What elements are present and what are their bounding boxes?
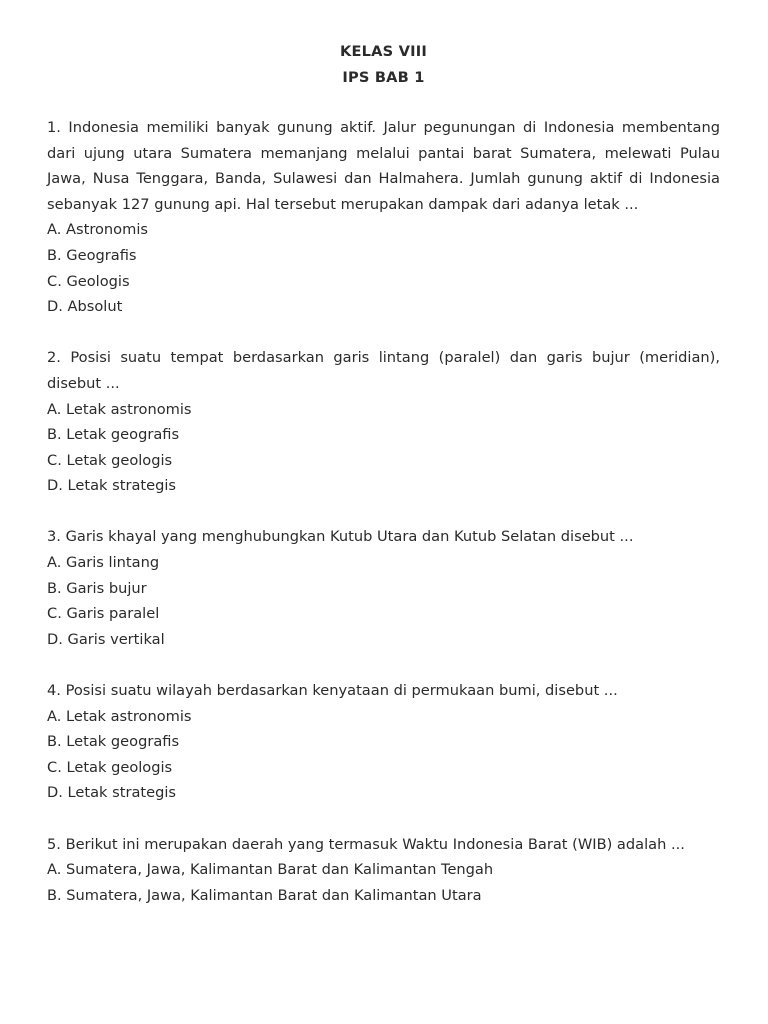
question-stem: 4. Posisi suatu wilayah berdasarkan kenyataan di permukaan bumi, disebut ... [47,682,618,700]
answer-option: C. Geologis [47,272,130,290]
answer-option: D. Absolut [47,298,123,316]
question-stem: 5. Berikut ini merupakan daerah yang termasuk Waktu Indonesia Barat (WIB) adalah ... [47,835,685,853]
answer-option: D. Letak strategis [47,784,177,802]
document-page [47,39,720,908]
answer-option: C. Letak geologis [47,758,173,776]
answer-option: A. Sumatera, Jawa, Kalimantan Barat dan Kalimantan Tengah [47,861,494,879]
answer-option: B. Sumatera, Jawa, Kalimantan Barat dan Kalimantan Utara [47,886,482,904]
question-stem: 2. Posisi suatu tempat berdasarkan garis lintang (paralel) dan garis bujur (meridian), disebut ... [47,349,720,392]
question-5 [47,832,720,909]
question-1 [47,115,720,320]
answer-option: D. Letak strategis [47,477,177,495]
question-3 [47,524,720,652]
answer-option: D. Garis vertikal [47,630,165,648]
answer-option: A. Letak astronomis [47,400,192,418]
answer-option: B. Letak geografis [47,733,180,751]
answer-option: A. Astronomis [47,221,148,239]
answer-option: C. Garis paralel [47,605,160,623]
answer-option: C. Letak geologis [47,451,173,469]
answer-option: A. Garis lintang [47,554,160,572]
document-title: KELAS VIII [339,43,428,60]
question-stem: 1. Indonesia memiliki banyak gunung aktif. Jalur pegunungan di Indonesia membentang dari ujung utara Sumatera memanjang melalui pantai barat Sumatera, melewati Pulau Jawa, Nusa Tenggara, Banda, Sulawesi dan Halmahera. Jumlah gunung aktif di Indonesia sebanyak 127 gunung api. Hal tersebut merupakan dampak dari adanya letak ... [47,118,720,213]
answer-option: A. Letak astronomis [47,707,192,725]
answer-option: B. Geografis [47,246,137,264]
question-stem: 3. Garis khayal yang menghubungkan Kutub Utara dan Kutub Selatan disebut ... [47,528,634,546]
question-4 [47,678,720,806]
answer-option: B. Letak geografis [47,426,180,444]
document-subtitle: IPS BAB 1 [342,68,425,86]
question-2 [47,345,720,499]
answer-option: B. Garis bujur [47,579,147,597]
